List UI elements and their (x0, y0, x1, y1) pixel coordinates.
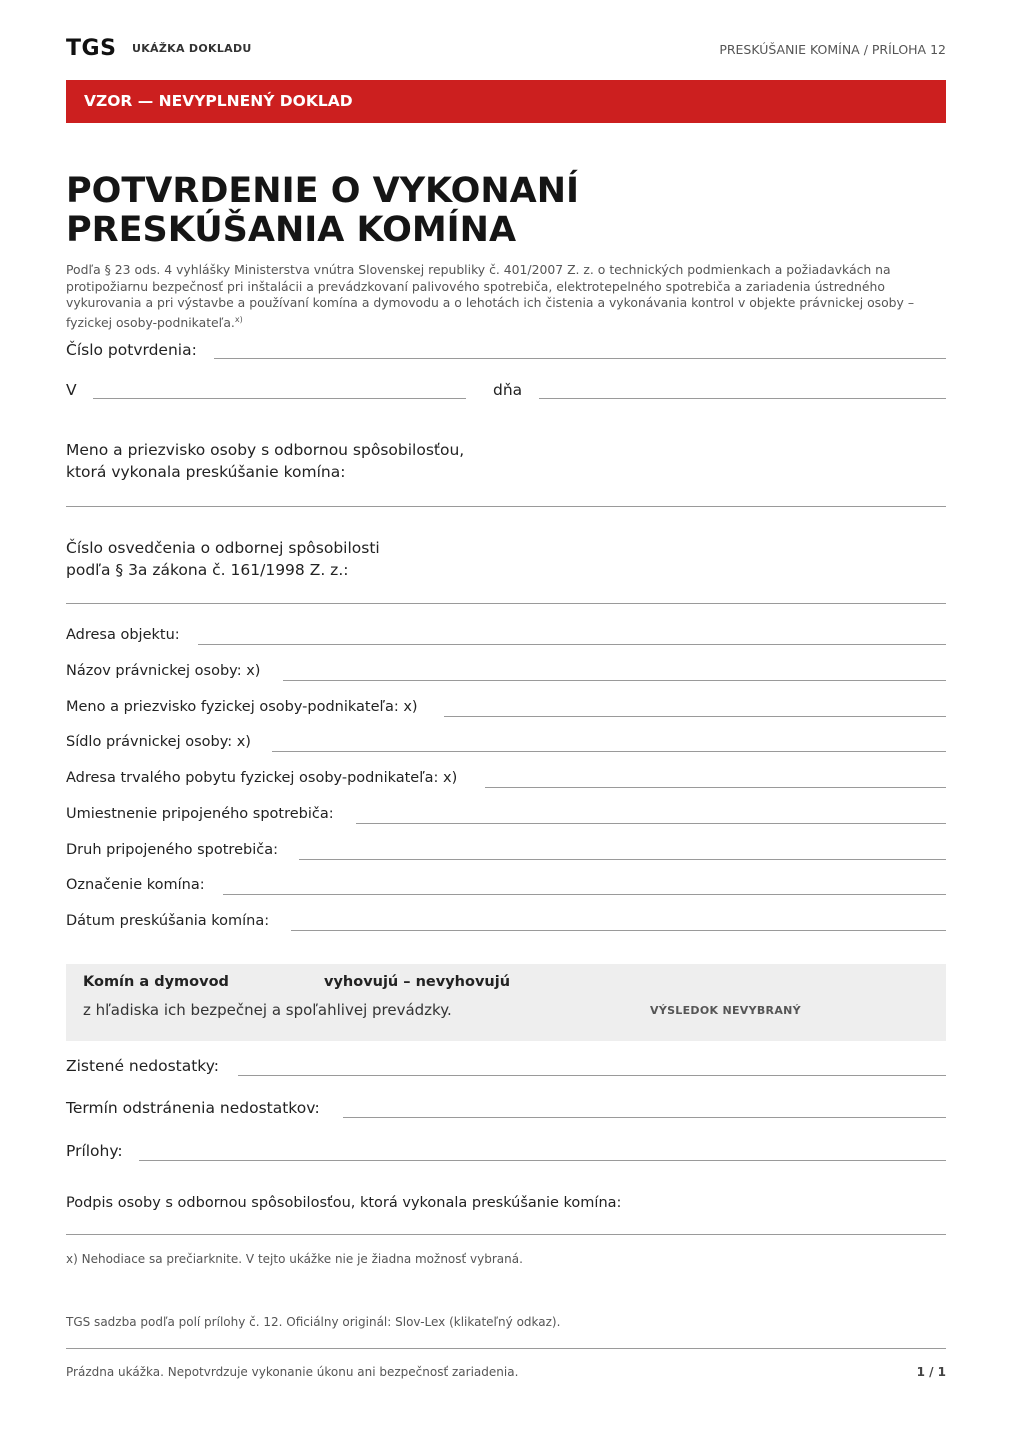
label-podpis: Podpis osoby s odbornou spôsobilosťou, ktorá vykonala preskúšanie komína: (66, 1195, 622, 1211)
footer-disclaimer: Prázdna ukážka. Nepotvrdzuje vykonanie úkonu ani bezpečnosť zariadenia. (66, 1365, 519, 1379)
field-umiestnenie-spotrebica[interactable] (356, 823, 946, 824)
field-adresa-fyzickej-osoby[interactable] (485, 787, 946, 788)
field-cislo-osvedcenia[interactable] (66, 603, 946, 604)
result-subject: Komín a dymovod (83, 974, 229, 990)
document-reference: PRESKÚŠANIE KOMÍNA / PRÍLOHA 12 (719, 42, 946, 57)
field-sidlo-pravnickej-osoby[interactable] (272, 751, 946, 752)
sample-banner-text: VZOR — NEVYPLNENÝ DOKLAD (84, 92, 353, 110)
field-datum-preskusania[interactable] (291, 930, 946, 931)
footer-divider (66, 1348, 946, 1349)
field-meno-fyzickej-osoby[interactable] (444, 716, 946, 717)
label-datum-vystavenia: dňa (493, 381, 523, 399)
label-meno-fyzickej-osoby: Meno a priezvisko fyzickej osoby-podnikateľa: x) (66, 699, 418, 715)
label-druh-spotrebica: Druh pripojeného spotrebiča: (66, 842, 278, 858)
label-cislo-potvrdenia: Číslo potvrdenia: (66, 341, 197, 359)
label-meno-odbornika (66, 439, 464, 483)
field-nazov-pravnickej-osoby[interactable] (283, 680, 946, 681)
label-nazov-pravnickej-osoby: Názov právnickej osoby: x) (66, 663, 261, 679)
field-cislo-potvrdenia[interactable] (214, 358, 946, 359)
label-miesto: V (66, 381, 77, 399)
footnote-marker: x) (234, 314, 243, 324)
footnote: x) Nehodiace sa prečiarknite. V tejto ukážke nie je žiadna možnosť vybraná. (66, 1252, 523, 1266)
brand-subtitle: UKÁŽKA DOKLADU (132, 42, 252, 55)
field-podpis[interactable] (66, 1234, 946, 1235)
legal-intro-text: Podľa § 23 ods. 4 vyhlášky Ministerstva vnútra Slovenskej republiky č. 401/2007 Z. z. o technických podmienkach a požiadavkách na protipožiarnu bezpečnosť pri inštalácii a prevádzkovaní palivového spotrebiča, elektrotepelného spotrebiča a zariadenia ústredného vykurovania a pri výstavbe a používaní komína a dymovodu a o lehotách ich čistenia a vykonávania kontrol v objekte právnickej osoby – fyzickej osoby-podnikateľa. (66, 262, 915, 330)
field-miesto[interactable] (93, 398, 466, 399)
label-prilohy: Prílohy: (66, 1142, 123, 1160)
legal-intro (66, 262, 946, 331)
title-line-2: PRESKÚŠANIA KOMÍNA (66, 210, 517, 250)
label-cislo-osvedcenia-line1: Číslo osvedčenia o odbornej spôsobilosti (66, 539, 380, 557)
sample-banner (66, 80, 946, 123)
field-druh-spotrebica[interactable] (299, 859, 946, 860)
field-datum-vystavenia[interactable] (539, 398, 946, 399)
source-note: TGS sadzba podľa polí prílohy č. 12. Oficiálny originál: Slov-Lex (klikateľný odkaz). (66, 1315, 561, 1329)
result-context: z hľadiska ich bezpečnej a spoľahlivej prevádzky. (83, 1001, 452, 1019)
label-oznacenie-komina: Označenie komína: (66, 877, 205, 893)
label-cislo-osvedcenia (66, 537, 380, 581)
page-title (66, 172, 579, 250)
field-zistene-nedostatky[interactable] (238, 1075, 946, 1076)
label-sidlo-pravnickej-osoby: Sídlo právnickej osoby: x) (66, 734, 251, 750)
label-adresa-fyzickej-osoby: Adresa trvalého pobytu fyzickej osoby-podnikateľa: x) (66, 770, 458, 786)
field-meno-odbornika[interactable] (66, 506, 946, 507)
label-cislo-osvedcenia-line2: podľa § 3a zákona č. 161/1998 Z. z.: (66, 561, 349, 579)
page-number: 1 / 1 (916, 1365, 946, 1379)
brand-logo: TGS (66, 36, 117, 61)
field-termin-odstranenia[interactable] (343, 1117, 946, 1118)
result-status-badge: VÝSLEDOK NEVYBRANÝ (650, 1004, 801, 1017)
label-zistene-nedostatky: Zistené nedostatky: (66, 1057, 220, 1075)
label-adresa-objektu: Adresa objektu: (66, 627, 180, 643)
label-meno-odbornika-line2: ktorá vykonala preskúšanie komína: (66, 463, 346, 481)
field-prilohy[interactable] (139, 1160, 946, 1161)
field-adresa-objektu[interactable] (198, 644, 946, 645)
label-umiestnenie-spotrebica: Umiestnenie pripojeného spotrebiča: (66, 806, 334, 822)
result-box (66, 964, 946, 1041)
title-line-1: POTVRDENIE O VYKONANÍ (66, 171, 580, 211)
label-meno-odbornika-line1: Meno a priezvisko osoby s odbornou spôsobilosťou, (66, 441, 465, 459)
label-termin-odstranenia: Termín odstránenia nedostatkov: (66, 1099, 320, 1117)
field-oznacenie-komina[interactable] (223, 894, 946, 895)
label-datum-preskusania: Dátum preskúšania komína: (66, 913, 270, 929)
document-page (66, 0, 946, 1432)
result-options[interactable]: vyhovujú – nevyhovujú (324, 974, 511, 990)
